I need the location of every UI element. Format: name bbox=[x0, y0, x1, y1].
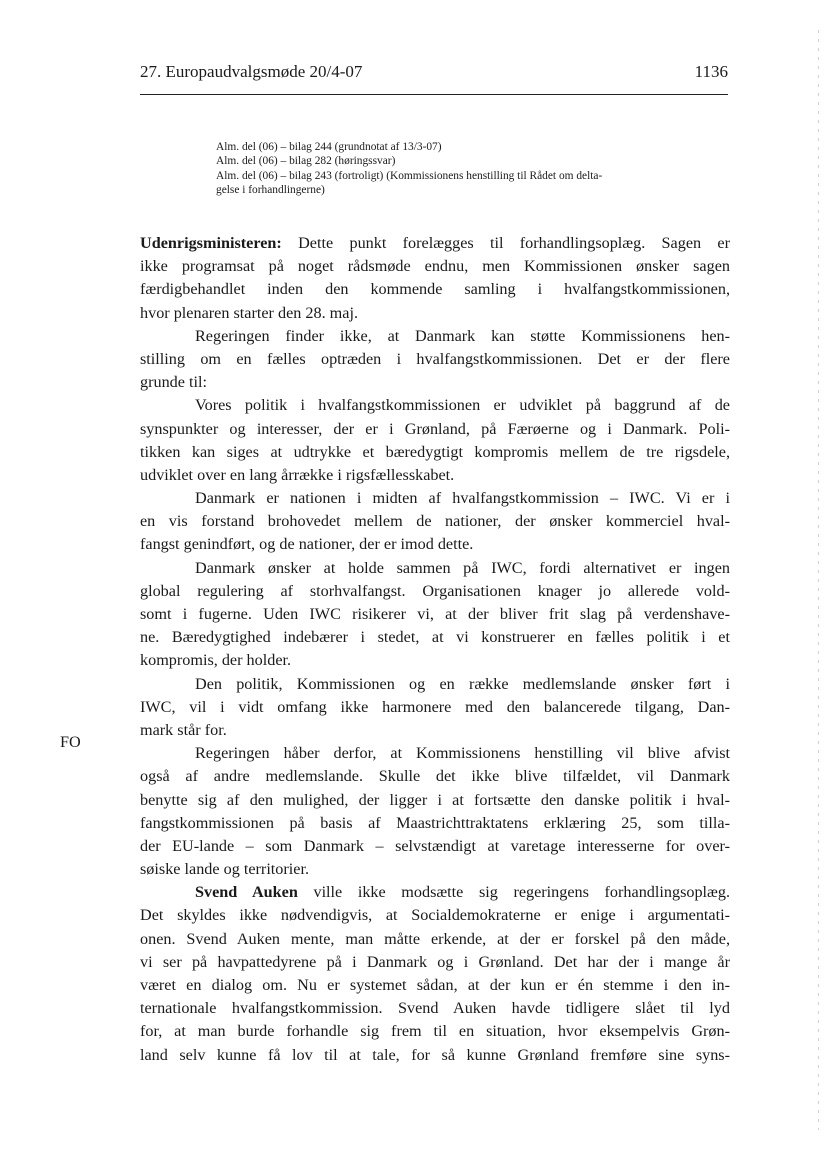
text-line: grunde til: bbox=[140, 373, 207, 392]
text-line: ternationale hvalfangstkommission. Svend Auken havde tidligere slået til lyd bbox=[140, 999, 730, 1018]
reference-item: Alm. del (06) – bilag 244 (grundnotat af 13/3-07) bbox=[216, 141, 442, 153]
text-line: der EU-lande – som Danmark – selvstændigt at varetage interesserne for over- bbox=[140, 836, 730, 855]
text-line: en vis forstand brohovedet mellem de nationer, der ønsker kommerciel hval- bbox=[140, 512, 730, 531]
text-line: benytte sig af den mulighed, der ligger i at fortsætte den danske politik i hval- bbox=[140, 790, 730, 809]
page-number: 1136 bbox=[694, 62, 728, 81]
reference-item: Alm. del (06) – bilag 282 (høringssvar) bbox=[216, 155, 396, 168]
text-span: Dette punkt forelægges til forhandlingsoplæg. Sagen er bbox=[281, 234, 730, 252]
text-line: Danmark er nationen i midten af hvalfangstkommission – IWC. Vi er i bbox=[195, 489, 730, 508]
text-line: kompromis, der holder. bbox=[140, 651, 292, 670]
text-line: fangst genindført, og de nationer, der er imod dette. bbox=[140, 535, 474, 554]
text-line: også af andre medlemslande. Skulle det ikke blive tilfældet, vil Danmark bbox=[140, 767, 730, 786]
text-line: global regulering af storhvalfangst. Organisationen knager jo allerede vold- bbox=[140, 581, 730, 600]
page-header bbox=[140, 60, 728, 95]
text-line: IWC, vil i vidt omfang ikke harmonere med den balancerede tilgang, Dan- bbox=[140, 697, 730, 716]
text-line: ne. Bæredygtighed indebærer i stedet, at vi konstruerer en fælles politik i et bbox=[140, 628, 730, 647]
text-line: Den politik, Kommissionen og en række medlemslande ønsker ført i bbox=[195, 674, 730, 693]
header-title: 27. Europaudvalgsmøde 20/4-07 bbox=[140, 62, 363, 81]
text-line: land selv kunne få lov til at tale, for så kunne Grønland fremføre sine syns- bbox=[140, 1045, 730, 1064]
text-line: Det skyldes ikke nødvendigvis, at Socialdemokraterne er enige i argumentati- bbox=[140, 906, 730, 925]
body-text bbox=[140, 232, 730, 1067]
margin-note: FO bbox=[60, 733, 81, 751]
text-line: synspunkter og interesser, der er i Grønland, på Færøerne og i Danmark. Poli- bbox=[140, 419, 730, 438]
speaker-name: Udenrigsministeren: bbox=[140, 234, 282, 252]
text-line: færdigbehandlet inden den kommende samling i hvalfangstkommissionen, bbox=[140, 280, 730, 299]
text-line: hvor plenaren starter den 28. maj. bbox=[140, 303, 359, 322]
text-line: Vores politik i hvalfangstkommissionen er udviklet på baggrund af de bbox=[195, 396, 730, 415]
text-line: fangstkommissionen på basis af Maastrichttraktatens erklæring 25, som tilla- bbox=[140, 813, 730, 832]
reference-list bbox=[216, 140, 736, 198]
speaker-name: Svend Auken bbox=[195, 883, 298, 902]
text-line: onen. Svend Auken mente, man måtte erkende, at der er forskel på den måde, bbox=[140, 929, 730, 948]
text-line bbox=[140, 232, 730, 255]
reference-item: Alm. del (06) – bilag 243 (fortroligt) (Kommissionens henstilling til Rådet om delta- bbox=[216, 169, 603, 182]
text-line: udviklet over en lang årrække i rigsfællesskabet. bbox=[140, 465, 455, 484]
text-line bbox=[140, 881, 730, 904]
text-line: somt i fugerne. Uden IWC risikerer vi, at der bliver frit slag på verdenshave- bbox=[140, 605, 730, 623]
text-line: ikke programsat på noget rådsmøde endnu, men Kommissionen ønsker sagen bbox=[140, 257, 730, 276]
reference-item: gelse i forhandlingerne) bbox=[216, 184, 325, 197]
text-line: Danmark ønsker at holde sammen på IWC, fordi alternativet er ingen bbox=[195, 558, 730, 577]
text-line: for, at man burde forhandle sig frem til en situation, hvor eksempelvis Grøn- bbox=[140, 1022, 730, 1041]
text-line: vi ser på havpattedyrene på i Danmark og i Grønland. Det har der i mange år bbox=[140, 952, 730, 971]
text-line: mark står for. bbox=[140, 720, 227, 739]
text-line: Regeringen håber derfor, at Kommissionens henstilling vil blive afvist bbox=[195, 744, 730, 763]
text-span: ville ikke modsætte sig regeringens forhandlingsoplæg. bbox=[297, 883, 730, 902]
text-line: tikken kan siges at udtrykke et bæredygtigt kompromis mellem de tre rigsdele, bbox=[140, 442, 730, 461]
text-line: Regeringen finder ikke, at Danmark kan støtte Kommissionens hen- bbox=[195, 326, 730, 345]
text-line: stilling om en fælles optræden i hvalfangstkommissionen. Det er der flere bbox=[140, 349, 730, 368]
scan-edge-artifact bbox=[818, 30, 819, 1130]
text-line: søiske lande og territorier. bbox=[140, 860, 310, 879]
text-line: været en dialog om. Nu er systemet sådan, at der kun er én stemme i den in- bbox=[140, 976, 730, 994]
